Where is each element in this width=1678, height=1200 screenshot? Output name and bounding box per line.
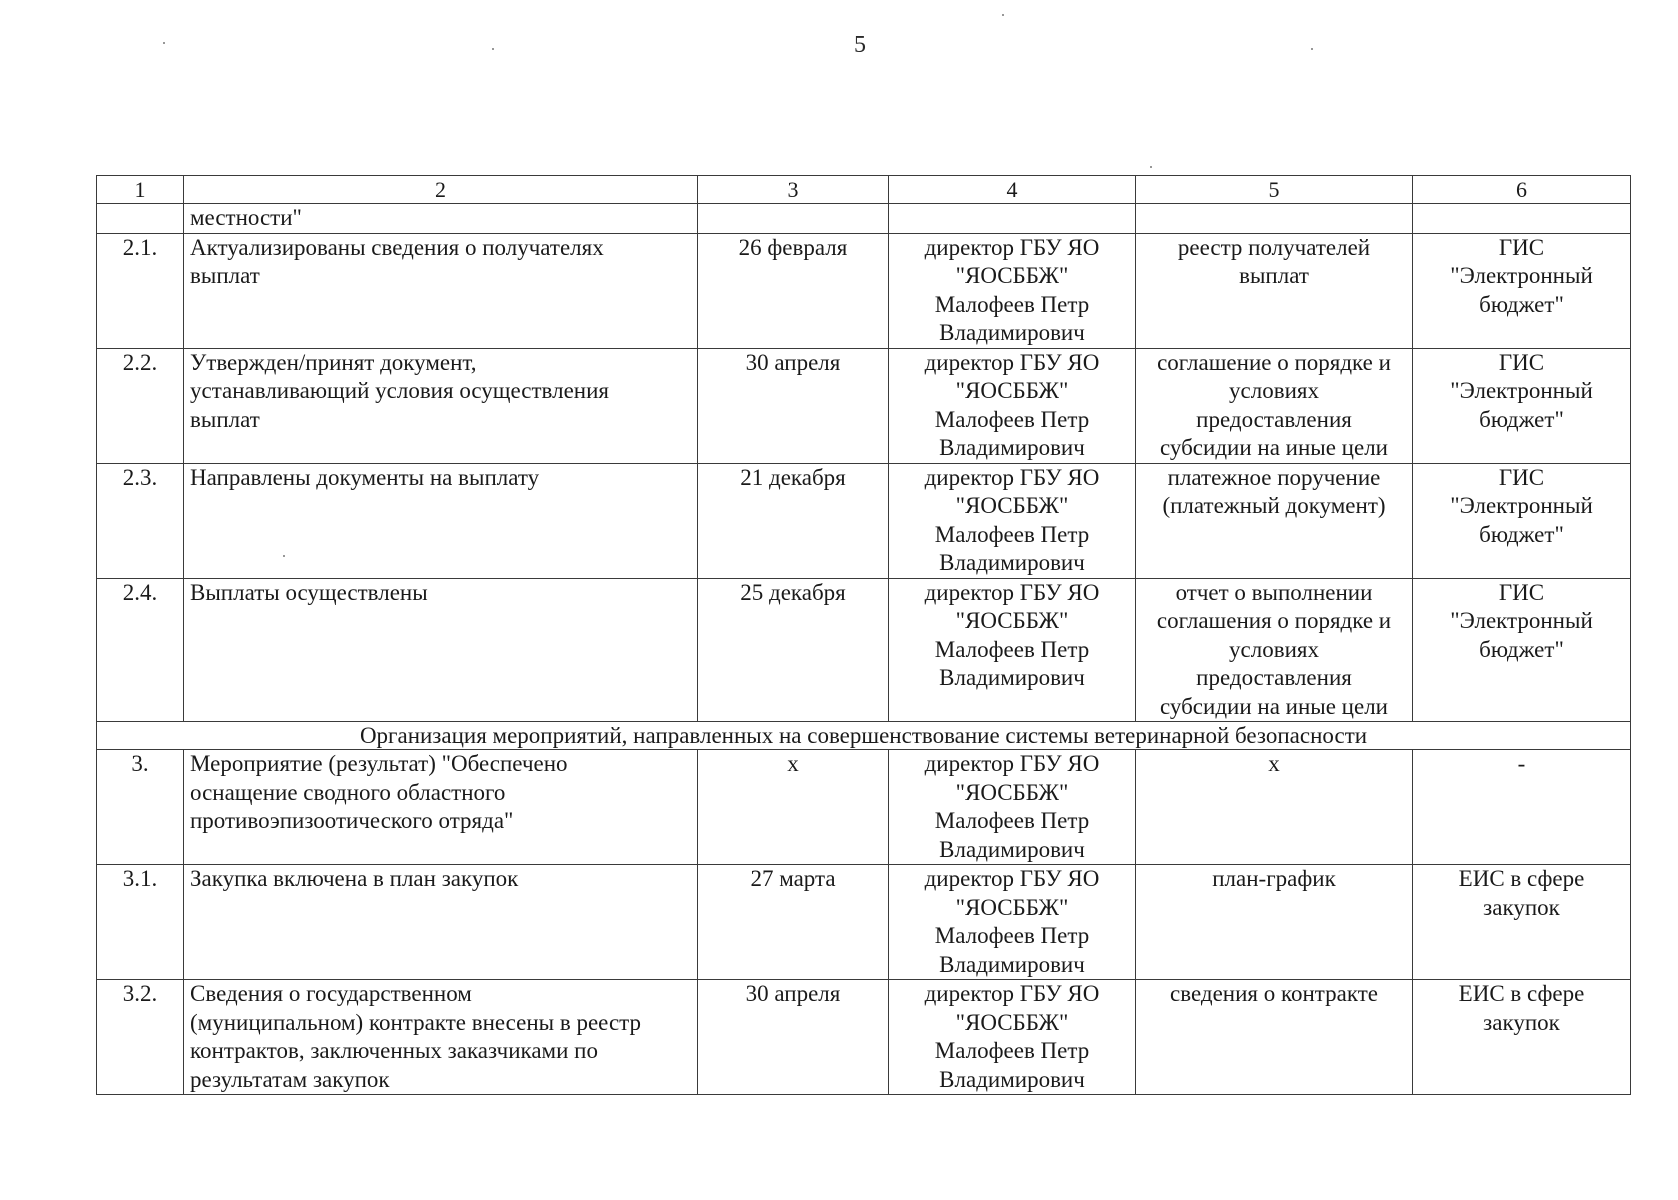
system-cell-line: ЕИС в сфере [1458, 981, 1585, 1006]
document-cell-line: план-график [1212, 866, 1336, 891]
responsible-cell-line: "ЯОСББЖ" [955, 263, 1069, 288]
document-cell-line: предоставления [1196, 665, 1352, 690]
responsible-cell-line: "ЯОСББЖ" [955, 378, 1069, 403]
responsible-cell [889, 463, 1136, 578]
system-cell-line: ГИС [1498, 579, 1545, 605]
system-cell-line: "Электронный [1450, 263, 1593, 288]
continuation-text: местности" [184, 204, 698, 234]
responsible-cell-line: Малофеев Петр [934, 808, 1090, 833]
part-3-rows [97, 750, 1631, 1095]
table-row [97, 233, 1631, 348]
document-cell-line: выплат [1239, 263, 1309, 288]
column-number-2: 2 [184, 176, 698, 204]
result-cell [184, 348, 698, 463]
section-row [97, 722, 1631, 750]
plan-table [96, 175, 1631, 1095]
responsible-cell [889, 348, 1136, 463]
system-cell-line: ГИС [1498, 349, 1545, 375]
column-number-1: 1 [97, 176, 184, 204]
table-row [97, 865, 1631, 980]
system-cell [1413, 348, 1631, 463]
system-cell-line: бюджет" [1479, 636, 1564, 662]
result-cell-line: Мероприятие (результат) "Обеспечено [190, 751, 568, 776]
result-cell [184, 750, 698, 865]
system-cell [1413, 578, 1631, 722]
result-cell-line: Закупка включена в план закупок [190, 866, 519, 891]
document-cell-line: соглашения о порядке и [1156, 608, 1392, 633]
result-cell-line: выплат [190, 263, 260, 288]
date-cell: 25 декабря [698, 578, 889, 722]
result-cell-line: контрактов, заключенных заказчиками по [190, 1038, 598, 1063]
section-title: Организация мероприятий, направленных на совершенствование системы ветеринарной безопасности [97, 722, 1631, 750]
date-cell: 21 декабря [698, 463, 889, 578]
system-cell [1413, 865, 1631, 980]
document-cell-line: соглашение о порядке и [1157, 349, 1391, 375]
result-cell-line: противоэпизоотического отряда" [190, 808, 514, 833]
system-cell [1413, 980, 1631, 1095]
responsible-cell [889, 578, 1136, 722]
document-cell-line: (платежный документ) [1162, 493, 1386, 518]
result-cell [184, 578, 698, 722]
result-cell-line: результатам закупок [190, 1066, 390, 1092]
scan-speck [163, 42, 165, 44]
row-number: 2.4. [97, 578, 184, 722]
responsible-cell [889, 750, 1136, 865]
row-number: 3.2. [97, 980, 184, 1095]
document-cell-line: х [1268, 751, 1280, 776]
result-cell-line: (муниципальном) контракте внесены в реестр [190, 1009, 642, 1035]
column-number-4: 4 [889, 176, 1136, 204]
row-number: 3.1. [97, 865, 184, 980]
responsible-cell [889, 865, 1136, 980]
document-cell [1136, 750, 1413, 865]
table-row [97, 463, 1631, 578]
scan-speck [1311, 48, 1313, 50]
document-cell-line: субсидии на иные цели [1160, 693, 1388, 719]
system-cell-line: ГИС [1498, 234, 1545, 260]
system-cell-line: бюджет" [1479, 521, 1564, 547]
result-cell [184, 865, 698, 980]
date-cell: 30 апреля [698, 980, 889, 1095]
responsible-cell-line: Владимирович [939, 435, 1085, 460]
document-cell-line: платежное поручение [1167, 464, 1381, 490]
responsible-cell-line: "ЯОСББЖ" [955, 608, 1069, 633]
result-cell-line: выплат [190, 406, 260, 432]
system-cell-line: бюджет" [1479, 406, 1564, 432]
row-number: 3. [97, 750, 184, 865]
system-cell-line: ГИС [1498, 464, 1545, 490]
system-cell-line: закупок [1483, 894, 1560, 920]
result-cell-line: Утвержден/принят документ, [190, 349, 477, 375]
system-cell-line: бюджет" [1479, 291, 1564, 317]
document-cell [1136, 463, 1413, 578]
document-cell-line: предоставления [1196, 406, 1352, 432]
responsible-cell-line: директор ГБУ ЯО [924, 751, 1100, 776]
row-number: 2.2. [97, 348, 184, 463]
responsible-cell-line: директор ГБУ ЯО [924, 234, 1100, 260]
date-cell: 26 февраля [698, 233, 889, 348]
table-row [97, 348, 1631, 463]
responsible-cell-line: директор ГБУ ЯО [924, 464, 1100, 490]
system-cell [1413, 463, 1631, 578]
row-number: 2.3. [97, 463, 184, 578]
responsible-cell-line: Малофеев Петр [934, 406, 1090, 432]
system-cell-line: ЕИС в сфере [1458, 866, 1585, 891]
responsible-cell [889, 233, 1136, 348]
responsible-cell-line: директор ГБУ ЯО [924, 981, 1100, 1006]
scan-speck [1002, 14, 1004, 16]
document-cell [1136, 348, 1413, 463]
responsible-cell-line: директор ГБУ ЯО [924, 349, 1100, 375]
result-cell-line: оснащение сводного областного [190, 779, 506, 805]
row-number: 2.1. [97, 233, 184, 348]
system-cell-line: "Электронный [1450, 608, 1593, 633]
column-number-row [97, 176, 1631, 204]
result-cell-line: Направлены документы на выплату [190, 464, 540, 490]
system-cell-line: "Электронный [1450, 378, 1593, 403]
responsible-cell-line: Владимирович [939, 665, 1085, 690]
responsible-cell [889, 980, 1136, 1095]
responsible-cell-line: Малофеев Петр [934, 521, 1090, 547]
scan-speck [1150, 166, 1152, 168]
page-number: 5 [854, 32, 866, 58]
document-cell [1136, 578, 1413, 722]
responsible-cell-line: Владимирович [939, 836, 1085, 862]
responsible-cell-line: "ЯОСББЖ" [955, 894, 1069, 920]
responsible-cell-line: Владимирович [939, 320, 1085, 345]
responsible-cell-line: Малофеев Петр [934, 636, 1090, 662]
result-cell-line: Сведения о государственном [190, 981, 472, 1006]
column-number-3: 3 [698, 176, 889, 204]
table-row [97, 980, 1631, 1095]
result-cell [184, 980, 698, 1095]
responsible-cell-line: Малофеев Петр [934, 923, 1090, 948]
responsible-cell-line: Малофеев Петр [934, 1038, 1090, 1063]
responsible-cell-line: "ЯОСББЖ" [955, 779, 1069, 805]
system-cell-line: "Электронный [1450, 493, 1593, 518]
responsible-cell-line: "ЯОСББЖ" [955, 1009, 1069, 1035]
responsible-cell-line: директор ГБУ ЯО [924, 866, 1100, 891]
document-cell [1136, 233, 1413, 348]
table-row [97, 578, 1631, 722]
table-row [97, 750, 1631, 865]
result-cell-line: устанавливающий условия осуществления [190, 378, 609, 403]
document-cell-line: реестр получателей [1177, 234, 1371, 260]
responsible-cell-line: Владимирович [939, 1066, 1085, 1092]
document-cell-line: условиях [1229, 378, 1319, 403]
date-cell: 30 апреля [698, 348, 889, 463]
system-cell-line: закупок [1483, 1009, 1560, 1035]
document-cell [1136, 865, 1413, 980]
responsible-cell-line: Владимирович [939, 550, 1085, 575]
responsible-cell-line: Малофеев Петр [934, 291, 1090, 317]
responsible-cell-line: "ЯОСББЖ" [955, 493, 1069, 518]
document-cell-line: условиях [1229, 636, 1319, 662]
document-cell-line: субсидии на иные цели [1160, 435, 1388, 460]
result-cell-line: Выплаты осуществлены [190, 579, 428, 605]
date-cell: х [698, 750, 889, 865]
part-2-rows [97, 233, 1631, 722]
scan-speck [492, 48, 494, 50]
system-cell [1413, 750, 1631, 865]
document-cell-line: отчет о выполнении [1175, 579, 1373, 605]
continuation-row [97, 204, 1631, 234]
responsible-cell-line: Владимирович [939, 951, 1085, 977]
document-cell-line: сведения о контракте [1170, 981, 1378, 1006]
result-cell [184, 233, 698, 348]
column-number-6: 6 [1413, 176, 1631, 204]
column-number-5: 5 [1136, 176, 1413, 204]
document-cell [1136, 980, 1413, 1095]
date-cell: 27 марта [698, 865, 889, 980]
system-cell-line: - [1517, 751, 1526, 776]
result-cell [184, 463, 698, 578]
result-cell-line: Актуализированы сведения о получателях [190, 234, 604, 260]
responsible-cell-line: директор ГБУ ЯО [924, 579, 1100, 605]
system-cell [1413, 233, 1631, 348]
